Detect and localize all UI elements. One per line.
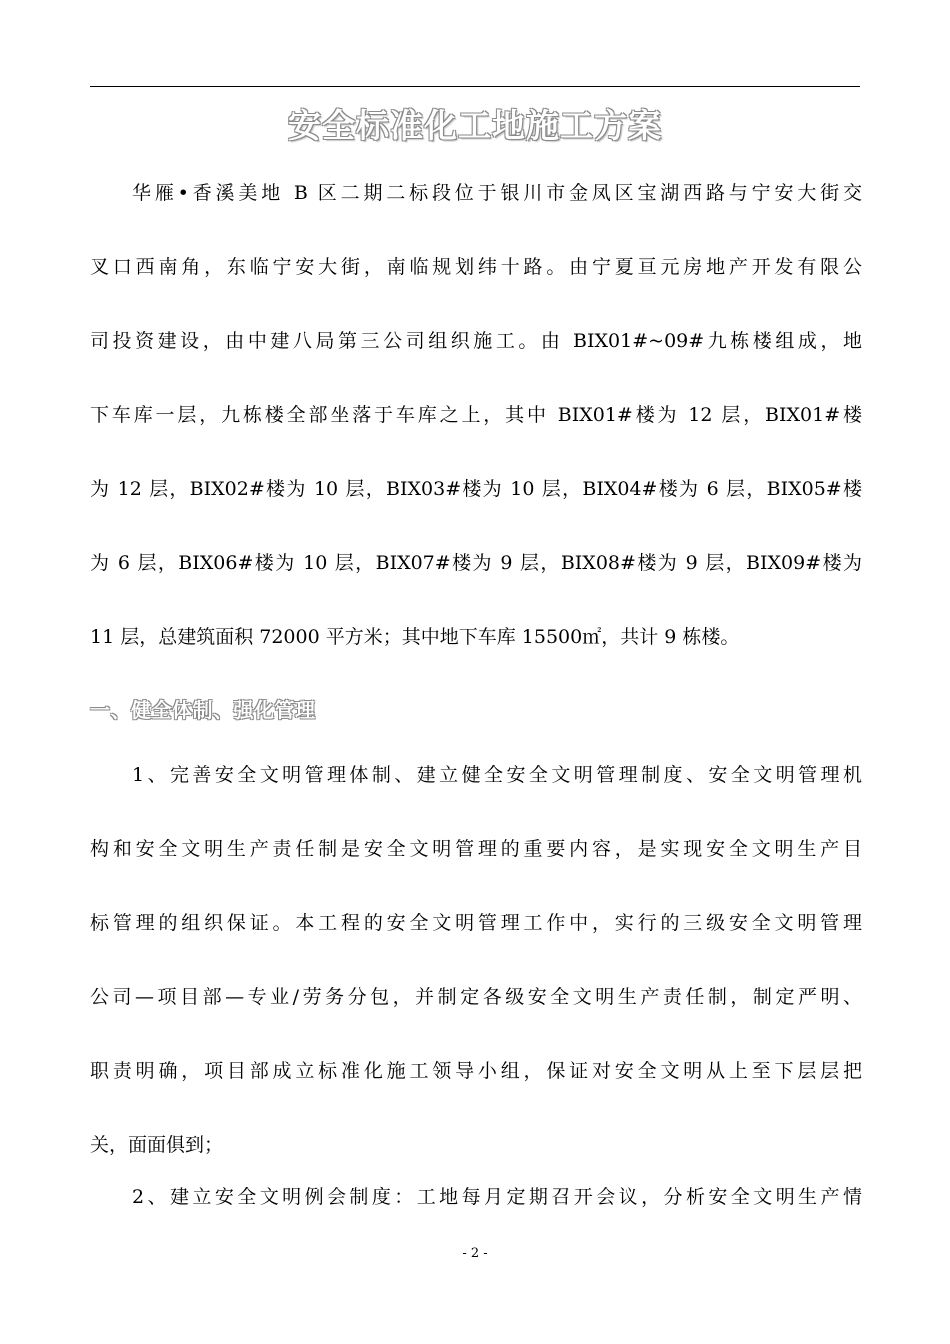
intro-line-3: 司投资建设，由中建八局第三公司组织施工。由 BIX01#~09#九栋楼组成，地	[90, 330, 862, 352]
intro-line-1: 华雁•香溪美地 B 区二期二标段位于银川市金凤区宝湖西路与宁安大街交	[132, 182, 862, 204]
section-heading-1: 一、健全体制、强化管理	[90, 698, 316, 722]
page-number: - 2 -	[462, 1246, 488, 1261]
intro-line-7: 11 层，总建筑面积 72000 平方米；其中地下车库 15500㎡，共计 9 栋楼。	[90, 626, 740, 648]
intro-paragraph	[90, 156, 862, 674]
item-1-line-6: 关，面面俱到；	[90, 1134, 224, 1156]
intro-line-4: 下车库一层，九栋楼全部坐落于车库之上，其中 BIX01#楼为 12 层，BIX01#楼	[90, 404, 862, 426]
item-1-line-2: 构和安全文明生产责任制是安全文明管理的重要内容，是实现安全文明生产目	[90, 838, 862, 860]
item-2-line-1: 2、建立安全文明例会制度：工地每月定期召开会议，分析安全文明生产情	[132, 1186, 862, 1208]
intro-line-5: 为 12 层，BIX02#楼为 10 层，BIX03#楼为 10 层，BIX04#楼为 6 层，BIX05#楼	[90, 478, 862, 500]
item-1-line-5: 职责明确，项目部成立标准化施工领导小组，保证对安全文明从上至下层层把	[90, 1060, 862, 1082]
header-rule	[90, 86, 860, 87]
item-2-paragraph	[90, 1160, 862, 1234]
intro-line-6: 为 6 层，BIX06#楼为 10 层，BIX07#楼为 9 层，BIX08#楼为 9 层，BIX09#楼为	[90, 552, 862, 574]
item-1-paragraph	[90, 738, 862, 1182]
document-title: 安全标准化工地施工方案	[288, 106, 662, 145]
item-1-line-4: 公司—项目部—专业/劳务分包，并制定各级安全文明生产责任制，制定严明、	[90, 986, 862, 1008]
item-1-line-3: 标管理的组织保证。本工程的安全文明管理工作中，实行的三级安全文明管理	[90, 912, 862, 934]
intro-line-2: 叉口西南角，东临宁安大街，南临规划纬十路。由宁夏亘元房地产开发有限公	[90, 256, 862, 278]
item-1-line-1: 1、完善安全文明管理体制、建立健全安全文明管理制度、安全文明管理机	[132, 764, 862, 786]
